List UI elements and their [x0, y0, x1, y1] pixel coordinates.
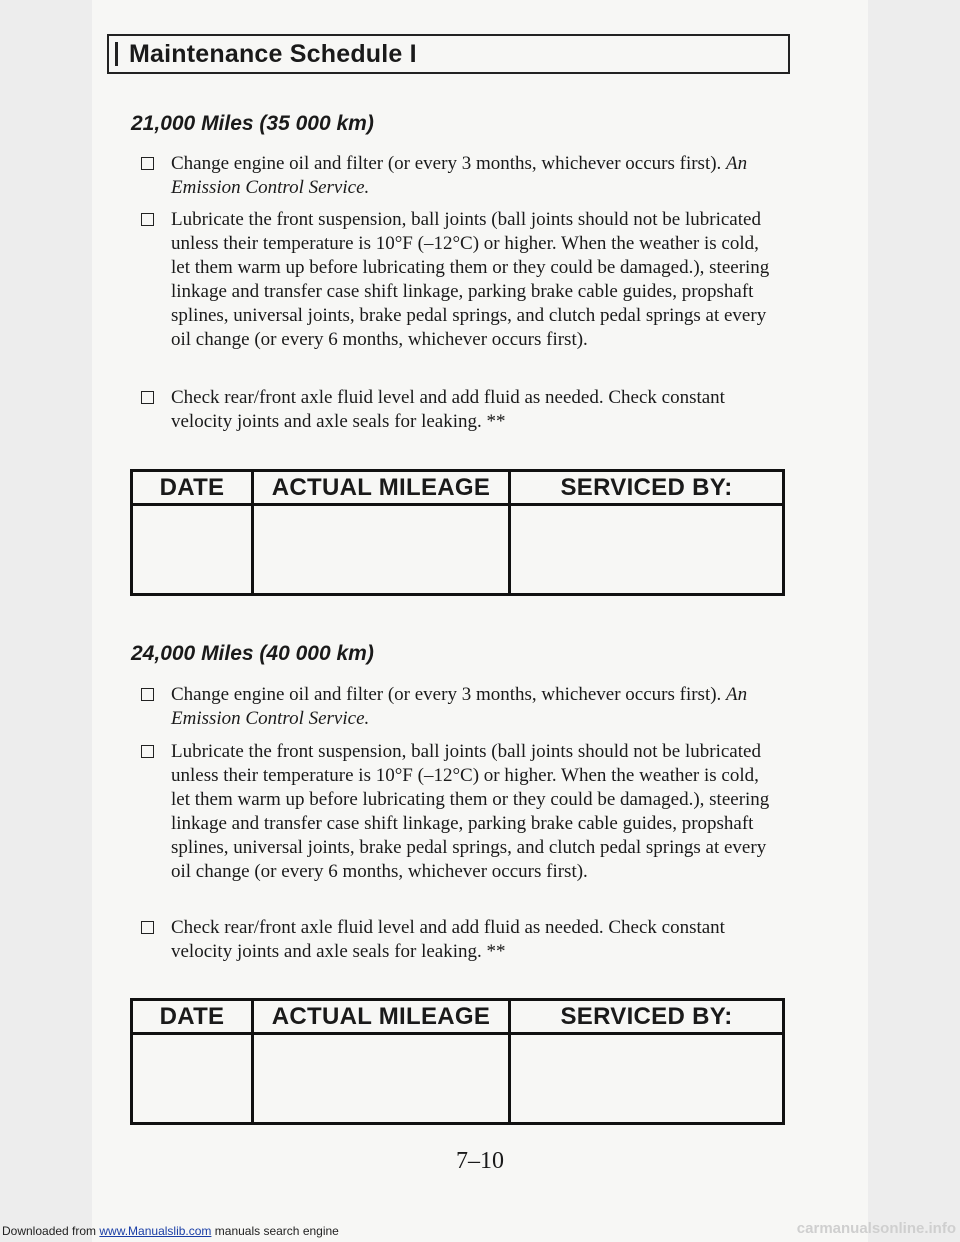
watermark: carmanualsonline.info [796, 1220, 956, 1237]
actual-mileage-header: ACTUAL MILEAGE [253, 1000, 510, 1034]
service-item: Change engine oil and filter (or every 3 months, whichever occurs first). An Emission Control Service. [141, 683, 781, 731]
service-item: Check rear/front axle fluid level and add fluid as needed. Check constant velocity joints and axle seals for leaking. ** [141, 386, 781, 434]
download-footer: Downloaded from www.Manualslib.com manuals search engine [2, 1224, 339, 1238]
emission-note: An Emission Control Service. [171, 153, 748, 198]
date-header: DATE [132, 1000, 253, 1034]
service-item: Change engine oil and filter (or every 3 months, whichever occurs first). An Emission Control Service. [141, 152, 781, 200]
serviced-by-cell[interactable] [510, 505, 784, 595]
checkbox-icon[interactable] [141, 921, 154, 934]
page-title: Maintenance Schedule I [129, 40, 417, 68]
service-log-table [130, 998, 785, 1125]
date-cell[interactable] [132, 505, 253, 595]
date-cell[interactable] [132, 1034, 253, 1124]
checkbox-icon[interactable] [141, 213, 154, 226]
checkbox-icon[interactable] [141, 157, 154, 170]
schedule-header [107, 34, 790, 74]
service-item: Check rear/front axle fluid level and add fluid as needed. Check constant velocity joints and axle seals for leaking. ** [141, 916, 781, 964]
checkbox-icon[interactable] [141, 688, 154, 701]
section-title-24000: 24,000 Miles (40 000 km) [131, 642, 374, 665]
serviced-by-cell[interactable] [510, 1034, 784, 1124]
mileage-cell[interactable] [253, 505, 510, 595]
section-title-21000: 21,000 Miles (35 000 km) [131, 112, 374, 135]
serviced-by-header: SERVICED BY: [510, 471, 784, 505]
checkbox-icon[interactable] [141, 745, 154, 758]
service-item: Lubricate the front suspension, ball joints (ball joints should not be lubricated unless their temperature is 10°F (–12°C) or higher. When the weather is cold, let them warm up before lubricating them or they could be damaged.), steering linkage and transfer case shift linkage, parking brake cable guides, propshaft splines, universal joints, brake pedal springs, and clutch pedal springs at every oil change (or every 6 months, whichever occurs first). [141, 208, 781, 352]
checkbox-icon[interactable] [141, 391, 154, 404]
manualslib-link[interactable]: www.Manualslib.com [99, 1224, 212, 1238]
emission-note: An Emission Control Service. [171, 684, 748, 729]
service-log-table [130, 469, 785, 596]
service-item: Lubricate the front suspension, ball joints (ball joints should not be lubricated unless their temperature is 10°F (–12°C) or higher. When the weather is cold, let them warm up before lubricating them or they could be damaged.), steering linkage and transfer case shift linkage, parking brake cable guides, propshaft splines, universal joints, brake pedal springs, and clutch pedal springs at every oil change (or every 6 months, whichever occurs first). [141, 740, 781, 884]
serviced-by-header: SERVICED BY: [510, 1000, 784, 1034]
date-header: DATE [132, 471, 253, 505]
actual-mileage-header: ACTUAL MILEAGE [253, 471, 510, 505]
mileage-cell[interactable] [253, 1034, 510, 1124]
page-number: 7–10 [456, 1148, 504, 1174]
